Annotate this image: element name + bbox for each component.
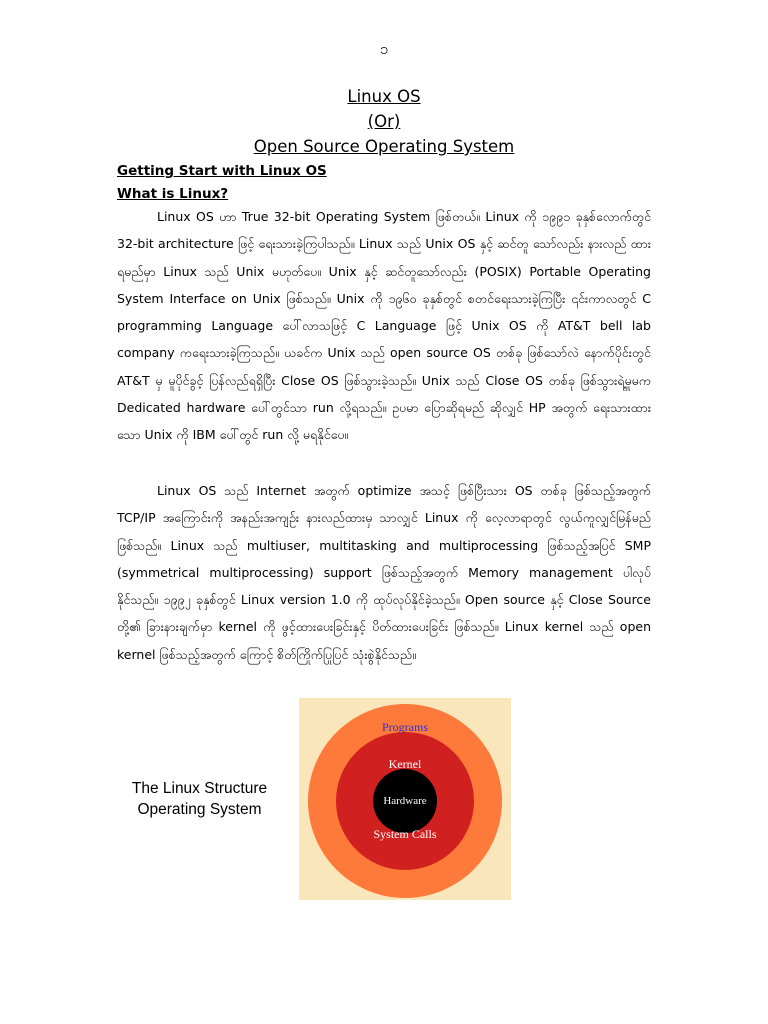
paragraph-1: Linux OS ဟာ True 32-bit Operating System ဖြစ်တယ်။ Linux ကို ၁၉၉၁ ခုနှစ်လောက်တွင် 32-bit architecture ဖြင့် ရေးသားခဲ့ကြပါသည်။ Linux သည် Unix OS နှင့် ဆင်တူ သော်လည်း နားလည် ထားရမည်မှာ Linux သည် Unix မဟုတ်ပေ။ Unix နှင့် ဆင်တူသော်လည်း (POSIX) Portable Operating System Interface on Unix ဖြစ်သည်။ Unix ကို ၁၉၆၀ ခုနှစ်တွင် စတင်ရေးသားခဲ့ကြပြီး ၎င်းကာလတွင် C programming Language ပေါ်လာသဖြင့် C Language ဖြင့် Unix OS ကို AT&T bell lab company ကရေးသားခဲ့ကြသည်။ ယခင်က Unix သည် open source OS တစ်ခု ဖြစ်သော်လဲ နောက်ပိုင်းတွင် AT&T မှ မူပိုင်ခွင့် ပြန်လည်ရရှိပြီး Close OS ဖြစ်သွားခဲ့သည်။ Unix သည် Close OS တစ်ခု ဖြစ်သွားရဲ့မှုမက Dedicated hardware ပေါ်တွင်သာ run လို့ရသည်။ ဥပမာ ပြောဆိုရမည် ဆိုလျှင် HP အတွက် ရေးသားထားသော Unix ကို IBM ပေါ်တွင် run လို့ မရနိုင်ပေ။ — [117, 209, 651, 443]
paragraph-1-container — [117, 203, 651, 449]
hardware-label: Hardware — [383, 795, 427, 807]
heading-getting-started: Getting Start with Linux OS — [117, 163, 327, 179]
document-title — [0, 84, 768, 159]
linux-structure-diagram — [299, 698, 511, 900]
page-number: ၁ — [379, 40, 389, 58]
title-line-1: Linux OS — [347, 87, 421, 106]
diagram-caption-line-2: Operating System — [137, 801, 262, 818]
title-line-2: (Or) — [367, 112, 401, 131]
title-line-3: Open Source Operating System — [253, 137, 515, 156]
programs-label: Programs — [382, 720, 428, 734]
paragraph-2: Linux OS သည် Internet အတွက် optimize အသင့် ဖြစ်ပြီးသား OS တစ်ခု ဖြစ်သည့်အတွက် TCP/IP အကြောင်းကို အနည်းအကျဉ်း နားလည်ထားမှ သာလျှင် Linux ကို လေ့လာရာတွင် လွယ်ကူလျှင်မြန်မည် ဖြစ်သည်။ Linux သည် multiuser, multitasking and multiprocessing ဖြစ်သည့်အပြင် SMP (symmetrical multiprocessing) support ဖြစ်သည့်အတွက် Memory management ပါလုပ်နိုင်သည်။ ၁၉၉၂ ခုနှစ်တွင် Linux version 1.0 ကို ထုပ်လုပ်နိုင်ခဲ့သည်။ Open source နှင့် Close Source တို့၏ ခြားနားချက်မှာ kernel ကို ဖွင့်ထားပေးခြင်းနှင့် ပိတ်ထားပေးခြင်း ဖြစ်သည်။ Linux kernel သည် open kernel ဖြစ်သည့်အတွက် ကြောင့် စိတ်ကြိုက်ပြုပြင် သုံးစွဲနိုင်သည်။ — [117, 483, 651, 662]
system-calls-label: System Calls — [373, 827, 437, 841]
heading-what-is-linux: What is Linux? — [117, 186, 229, 202]
diagram-caption — [117, 778, 282, 820]
diagram-caption-line-1: The Linux Structure — [131, 780, 268, 797]
linux-structure-svg — [299, 698, 511, 900]
kernel-label: Kernel — [388, 757, 422, 771]
paragraph-2-container — [117, 477, 651, 668]
